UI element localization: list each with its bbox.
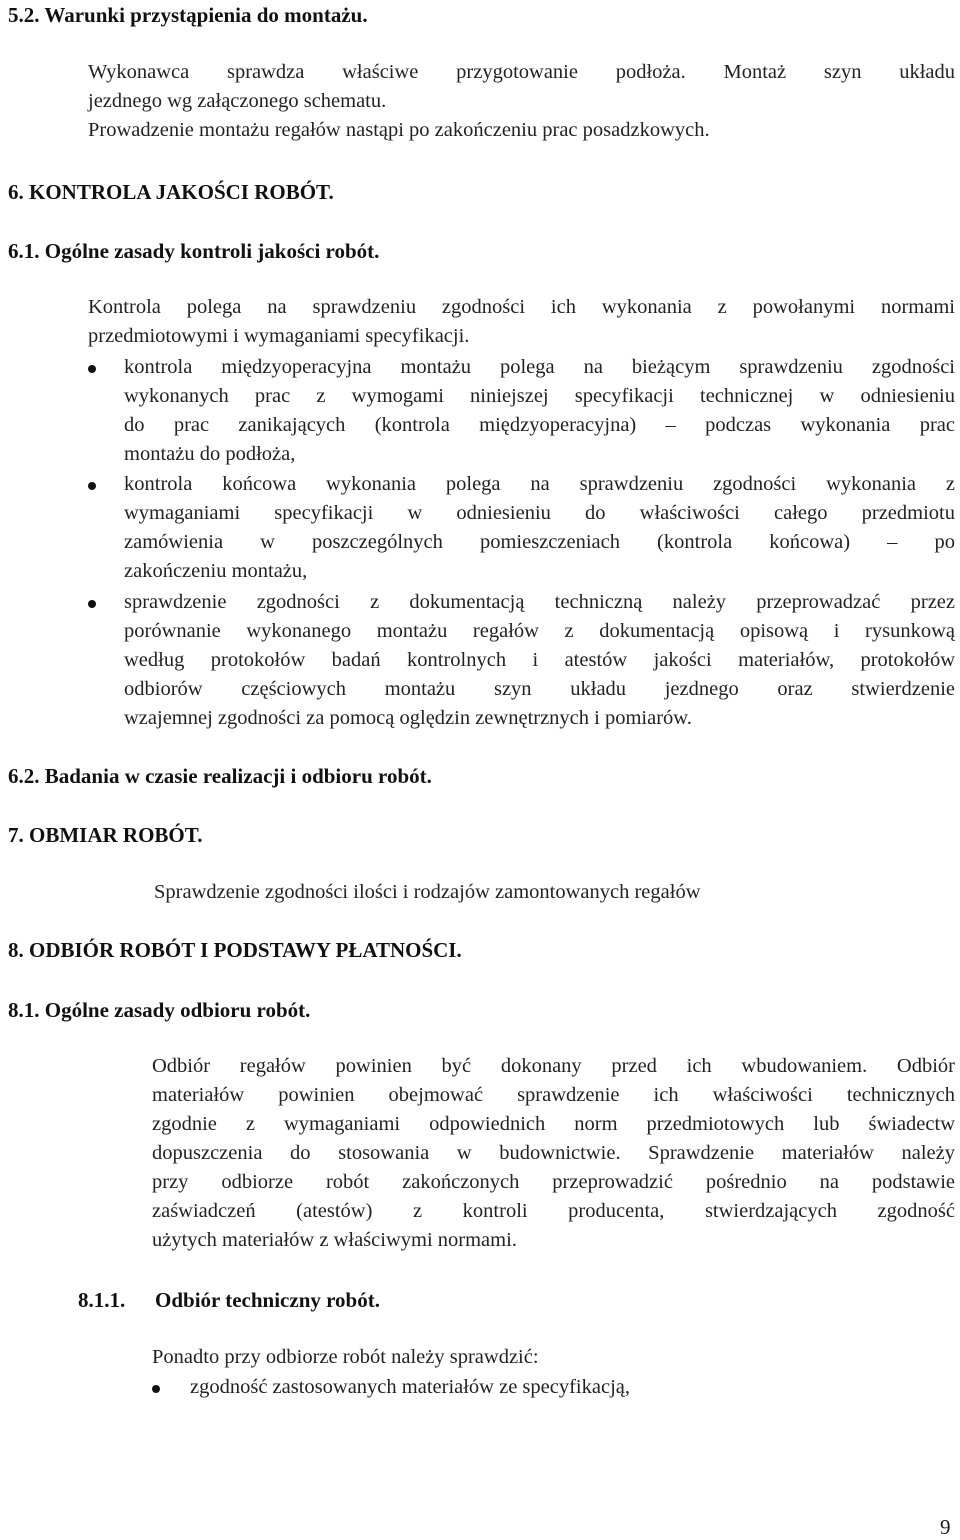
- text-line: odbiorów częściowych montażu szyn układu jezdnego oraz stwierdzenie: [124, 678, 955, 700]
- text-line: przy odbiorze robót zakończonych przeprowadzić pośrednio na podstawie: [152, 1171, 955, 1193]
- section-6-1-intro: [88, 293, 955, 351]
- section-8-heading: 8. ODBIÓR ROBÓT I PODSTAWY PŁATNOŚCI.: [8, 938, 462, 962]
- text-line: przedmiotowymi i wymaganiami specyfikacji.: [88, 325, 470, 347]
- text-line: Wykonawca sprawdza właściwe przygotowanie podłoża. Montaż szyn układu: [88, 61, 955, 83]
- text-line: według protokołów badań kontrolnych i atestów jakości materiałów, protokołów: [124, 649, 955, 671]
- text-line: wzajemnej zgodności za pomocą oględzin zewnętrznych i pomiarów.: [124, 707, 692, 729]
- list-item: [124, 353, 955, 469]
- text-line: Kontrola polega na sprawdzeniu zgodności ich wykonania z powołanymi normami: [88, 296, 955, 318]
- section-8-1-paragraph: [152, 1052, 955, 1255]
- section-8-1-1-title: Odbiór techniczny robót.: [155, 1288, 380, 1312]
- text-line: kontrola końcowa wykonania polega na sprawdzeniu zgodności wykonania z: [124, 473, 955, 495]
- text-line: kontrola międzyoperacyjna montażu polega na bieżącym sprawdzeniu zgodności: [124, 356, 955, 378]
- text-line: dopuszczenia do stosowania w budownictwie. Sprawdzenie materiałów należy: [152, 1142, 955, 1164]
- bullet-icon: [152, 1385, 160, 1393]
- text-line: montażu do podłoża,: [124, 443, 296, 465]
- text-line: wymaganiami specyfikacji w odniesieniu do właściwości całego przedmiotu: [124, 502, 955, 524]
- bullet-icon: [88, 482, 96, 490]
- text-line: użytych materiałów z właściwymi normami.: [152, 1229, 517, 1251]
- text-line: zgodnie z wymaganiami odpowiednich norm przedmiotowych lub świadectw: [152, 1113, 955, 1135]
- text-line: zamówienia w poszczególnych pomieszczeniach (kontrola końcowa) – po: [124, 531, 955, 553]
- section-6-1-heading: 6.1. Ogólne zasady kontroli jakości robót.: [8, 239, 380, 263]
- section-5-2-text: [88, 58, 955, 145]
- bullet-icon: [88, 365, 96, 373]
- section-5-2-heading: 5.2. Warunki przystąpienia do montażu.: [8, 3, 368, 27]
- text-line: wykonanych prac z wymogami niniejszej specyfikacji technicznej w odniesieniu: [124, 385, 955, 407]
- section-7-heading: 7. OBMIAR ROBÓT.: [8, 823, 203, 847]
- text-line: porównanie wykonanego montażu regałów z dokumentacją opisową i rysunkową: [124, 620, 955, 642]
- list-item: [124, 588, 955, 733]
- text-line: materiałów powinien obejmować sprawdzenie ich właściwości technicznych: [152, 1084, 955, 1106]
- list-item: [124, 470, 955, 586]
- section-6-2-heading: 6.2. Badania w czasie realizacji i odbioru robót.: [8, 764, 432, 788]
- section-6-heading: 6. KONTROLA JAKOŚCI ROBÓT.: [8, 180, 334, 204]
- section-8-1-heading: 8.1. Ogólne zasady odbioru robót.: [8, 998, 311, 1022]
- page-number: 9: [940, 1515, 951, 1539]
- list-item: zgodność zastosowanych materiałów ze specyfikacją,: [190, 1376, 630, 1398]
- text-line: zaświadczeń (atestów) z kontroli producenta, stwierdzających zgodność: [152, 1200, 955, 1222]
- text-line: zakończeniu montażu,: [124, 560, 308, 582]
- section-8-1-1-number: 8.1.1.: [78, 1288, 126, 1312]
- bullet-icon: [88, 600, 96, 608]
- text-line: sprawdzenie zgodności z dokumentacją techniczną należy przeprowadzać przez: [124, 591, 955, 613]
- text-line: do prac zanikających (kontrola międzyoperacyjna) – podczas wykonania prac: [124, 414, 955, 436]
- text-line: Prowadzenie montażu regałów nastąpi po zakończeniu prac posadzkowych.: [88, 119, 710, 141]
- section-8-1-1-intro: Ponadto przy odbiorze robót należy sprawdzić:: [152, 1346, 539, 1368]
- text-line: jezdnego wg załączonego schematu.: [88, 90, 387, 112]
- text-line: Odbiór regałów powinien być dokonany przed ich wbudowaniem. Odbiór: [152, 1055, 955, 1077]
- section-7-text: Sprawdzenie zgodności ilości i rodzajów zamontowanych regałów: [154, 881, 701, 903]
